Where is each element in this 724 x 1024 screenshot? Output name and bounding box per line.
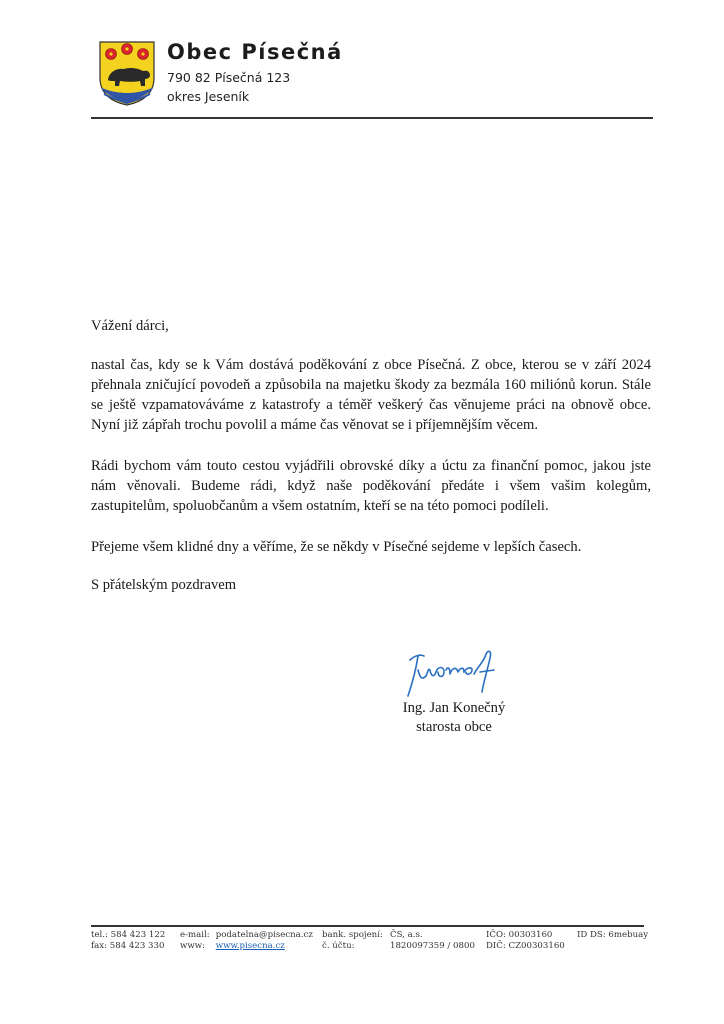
footer-data-box: [577, 930, 648, 941]
header-divider: [91, 117, 653, 119]
paragraph-3: Přejeme všem klidné dny a věříme, že se někdy v Písečné sejdeme v lepších časech.: [91, 539, 582, 555]
handwritten-signature: [404, 648, 504, 703]
footer-ico: IČO: 00303160: [486, 930, 553, 940]
paragraph-2: Rádi bychom vám touto cestou vyjádřili obrovské díky a úctu za finanční pomoc, jakou jste nám věnovali. Budeme rádi, když naše poděkování předáte i všem vašim kolegům, zastupitelům, spoluobčanům a všem ostatním, kteří se na této pomoci podíleli.: [91, 458, 651, 514]
address-line-2: okres Jeseník: [167, 89, 250, 104]
salutation: Vážení dárci,: [91, 318, 169, 334]
footer-contact-block: [180, 930, 313, 952]
footer-dic: DIČ: CZ00303160: [486, 941, 565, 951]
footer-phone-block: [91, 930, 165, 952]
signatory-role: starosta obce: [416, 719, 492, 735]
footer-ds: ID DS: 6mebuay: [577, 930, 649, 940]
coat-of-arms-logo: [98, 40, 156, 106]
footer-bank: ČS, a.s.: [390, 930, 423, 940]
footer-email-label: e-mail:: [180, 930, 210, 940]
footer-fax: fax: 584 423 330: [91, 941, 165, 951]
footer-account: 1820097359 / 0800: [390, 941, 475, 951]
footer-web-label: www:: [180, 941, 205, 951]
signatory-name: Ing. Jan Konečný: [402, 700, 506, 716]
footer-divider: [91, 925, 644, 927]
footer-email[interactable]: podatelna@pisecna.cz: [215, 930, 313, 940]
address-line-1: 790 82 Písečná 123: [167, 70, 291, 85]
footer-tel: tel.: 584 423 122: [91, 930, 166, 940]
municipality-title: Obec Písečná: [167, 40, 343, 64]
closing: S přátelským pozdravem: [91, 577, 237, 593]
footer-web-link[interactable]: www.pisecna.cz: [215, 941, 285, 951]
paragraph-1: nastal čas, kdy se k Vám dostává poděkování z obce Písečná. Z obce, kterou se v září 2024 přehnala zničující povodeň a způsobila na majetku škody za bezmála 160 miliónů korun. Stále se ještě vzpamatováváme z katastrofy a téměř veškerý čas věnujeme práci na obnově obce. Nyní již zápřah trochu povolil a máme čas věnovat se i příjemnějším věcem.: [91, 357, 651, 433]
footer-account-label: č. účtu:: [322, 941, 355, 951]
footer-bank-label: bank. spojení:: [322, 930, 383, 940]
footer-bank-labels: [322, 930, 383, 952]
footer-bank-values: [390, 930, 475, 952]
footer-ids: [486, 930, 565, 952]
